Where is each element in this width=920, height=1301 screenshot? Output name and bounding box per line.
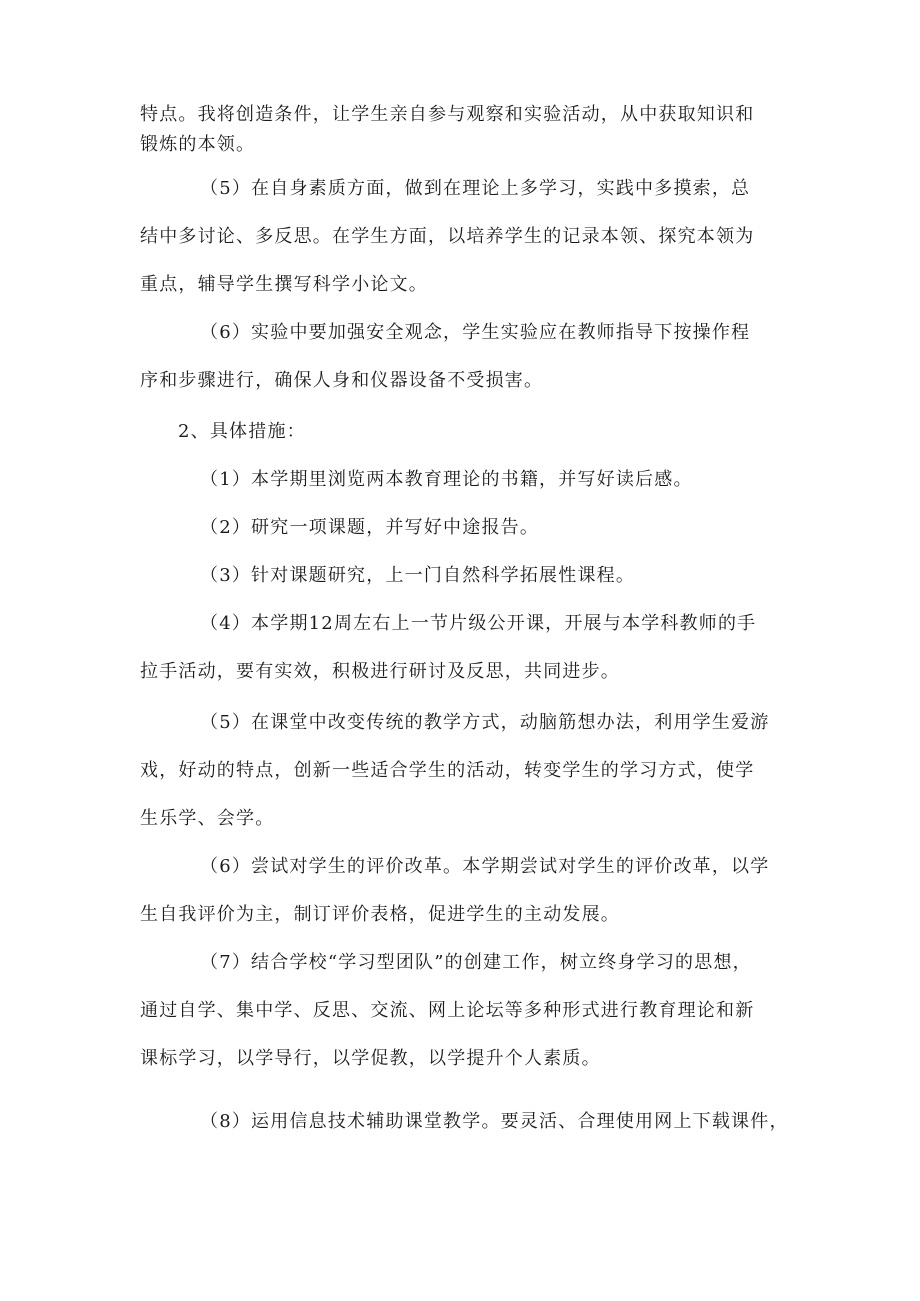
text-line: （6）尝试对学生的评价改革。本学期尝试对学生的评价改革，以学 [200,856,770,877]
text-line: 生自我评价为主，制订评价表格，促进学生的主动发展。 [140,904,620,925]
text-line: 课标学习，以学导行，以学促教，以学提升个人素质。 [140,1048,601,1069]
text-line: （2）研究一项课题，并写好中途报告。 [200,517,540,538]
text-line: 锻炼的本领。 [140,134,256,155]
text-line: 通过自学、集中学、反思、交流、网上论坛等多种形式进行教育理论和新 [140,1000,755,1021]
text-line: （8）运用信息技术辅助课堂教学。要灵活、合理使用网上下载课件， [200,1111,789,1132]
text-line: （4）本学期12周左右上一节片级公开课，开展与本学科教师的手 [200,613,757,634]
text-line: 戏，好动的特点，创新一些适合学生的活动，转变学生的学习方式，使学 [140,760,755,781]
text-line: （5）在课堂中改变传统的教学方式，动脑筋想办法，利用学生爱游 [200,712,770,733]
text-line: （3）针对课题研究，上一门自然科学拓展性课程。 [200,565,636,586]
text-line: （5）在自身素质方面，做到在理论上多学习，实践中多摸索，总 [200,178,751,199]
text-line: （6）实验中要加强安全观念，学生实验应在教师指导下按操作程 [200,322,751,343]
section-heading: 2、具体措施： [178,421,306,442]
text-line: 序和步骤进行，确保人身和仪器设备不受损害。 [140,370,544,391]
text-line: （7）结合学校“学习型团队”的创建工作，树立终身学习的思想， [200,952,752,973]
text-line: 拉手活动，要有实效，积极进行研讨及反思，共同进步。 [140,661,620,682]
text-line: 结中多讨论、多反思。在学生方面，以培养学生的记录本领、探究本领为 [140,226,755,247]
text-line: 特点。我将创造条件，让学生亲自参与观察和实验活动，从中获取知识和 [140,104,755,125]
text-line: （1）本学期里浏览两本教育理论的书籍，并写好读后感。 [200,469,693,490]
text-line: 生乐学、会学。 [140,808,275,829]
text-line: 重点，辅导学生撰写科学小论文。 [140,274,428,295]
